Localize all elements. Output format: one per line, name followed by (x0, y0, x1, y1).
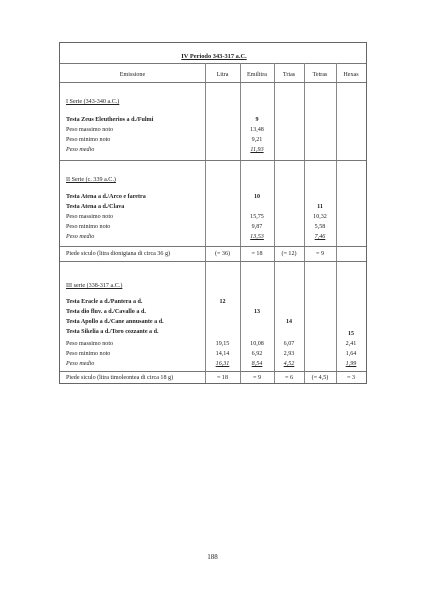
serie3-min-hexas: 1,64 (345, 351, 357, 357)
serie3-piede-label: Piede siculo (litra timoleontea di circa 18 g) (66, 375, 174, 381)
serie2-avg-tetras: 7,46 (314, 234, 326, 240)
serie2-heading: II Serie (c. 339 a.C.) (66, 177, 116, 183)
serie1-heading: I Serie (343-340 a.C.) (66, 99, 120, 105)
serie2-piede-trias: (= 12) (281, 251, 297, 257)
serie3-piede-hexas: = 3 (346, 375, 355, 381)
serie3-max-litra: 19,15 (215, 341, 230, 347)
serie3-max-label: Peso massimo noto (66, 341, 114, 347)
serie3-avg-trias: 4,52 (283, 361, 295, 367)
header-trias: Trias (282, 72, 296, 78)
serie3-type4-num: 15 (347, 331, 355, 337)
column-divider (240, 63, 241, 383)
serie1-min-label: Peso minimo noto (66, 137, 111, 143)
serie2-min-label: Peso minimo noto (66, 224, 111, 230)
header-hexas: Hexas (343, 72, 359, 78)
serie3-heading: III serie (338-317 a.C.) (66, 283, 123, 289)
serie2-piede-label: Piede siculo (litra dionigiana di circa 36 g) (66, 251, 171, 257)
divider (60, 261, 366, 262)
column-divider (205, 63, 206, 383)
serie3-piede-emi: = 9 (252, 375, 261, 381)
coin-weights-table (59, 42, 367, 384)
serie3-piede-litra: = 18 (216, 375, 229, 381)
serie3-type1-num: 12 (219, 299, 226, 305)
serie3-min-litra: 14,14 (215, 351, 230, 357)
serie3-avg-emi: 8,54 (251, 361, 263, 367)
serie1-max-label: Peso massimo noto (66, 127, 114, 133)
serie3-type1: Testa Eracle a d./Pantera a d. (66, 299, 143, 305)
serie2-piede-emi: = 18 (251, 251, 263, 257)
serie1-avg-label: Peso medio (66, 147, 95, 153)
divider (60, 63, 366, 64)
serie1-type-num: 9 (255, 117, 259, 123)
serie2-type1-num: 10 (253, 194, 261, 200)
serie3-type3-num: 14 (285, 319, 293, 325)
serie3-min-label: Peso minimo noto (66, 351, 111, 357)
serie3-type2-num: 13 (253, 309, 261, 315)
divider (60, 82, 366, 83)
serie3-type4: Testa Sikelia a d./Toro cozzante a d. (66, 329, 159, 335)
header-emissione: Emissione (119, 72, 146, 78)
serie3-type3: Testa Apollo a d./Cane annusante a d. (66, 319, 164, 325)
serie1-max-val: 13,48 (250, 127, 264, 133)
serie2-max-tetras: 10,32 (313, 214, 327, 220)
serie3-max-hexas: 2,41 (345, 341, 357, 347)
page-number: 188 (207, 553, 218, 561)
serie2-piede-tetras: = 9 (315, 251, 324, 257)
serie3-min-trias: 2,93 (283, 351, 295, 357)
divider (60, 246, 366, 247)
serie2-type1: Testa Atena a d./Arco e faretra (66, 194, 146, 200)
serie2-max-emi: 15,75 (250, 214, 264, 220)
serie2-max-label: Peso massimo noto (66, 214, 114, 220)
divider (60, 160, 366, 161)
serie2-min-emi: 9,87 (251, 224, 263, 230)
header-tetras: Tetras (312, 72, 328, 78)
column-divider (274, 63, 275, 383)
serie3-piede-trias: = 6 (284, 375, 293, 381)
serie1-type: Testa Zeus Eleutherios a d./Fulmi (66, 117, 154, 123)
serie2-piede-litra: (= 36) (214, 251, 231, 257)
column-divider (304, 63, 305, 383)
serie3-avg-label: Peso medio (66, 361, 95, 367)
header-litra: Litra (216, 72, 229, 78)
serie3-max-emi: 10,08 (250, 341, 264, 347)
serie3-avg-litra: 16,31 (215, 361, 230, 367)
serie2-avg-label: Peso medio (66, 234, 95, 240)
serie1-min-val: 9,21 (251, 137, 263, 143)
serie3-max-trias: 6,07 (283, 341, 295, 347)
serie2-type2: Testa Atena a d./Clava (66, 204, 125, 210)
table-title: IV Periodo 343-317 a.C. (181, 53, 247, 60)
header-emilitra: Emilitra (247, 72, 267, 78)
serie3-type2: Testa dio fluv. a d./Cavallo a d. (66, 309, 146, 315)
serie3-piede-tetras: (= 4,5) (311, 375, 329, 381)
serie2-min-tetras: 5,58 (314, 224, 326, 230)
divider (60, 371, 366, 372)
serie2-type2-num: 11 (317, 204, 323, 210)
serie3-avg-hexas: 1,99 (345, 361, 357, 367)
serie2-avg-emi: 13,53 (250, 234, 264, 240)
serie1-avg-val: 11,93 (250, 147, 264, 153)
serie3-min-emi: 6,92 (251, 351, 263, 357)
